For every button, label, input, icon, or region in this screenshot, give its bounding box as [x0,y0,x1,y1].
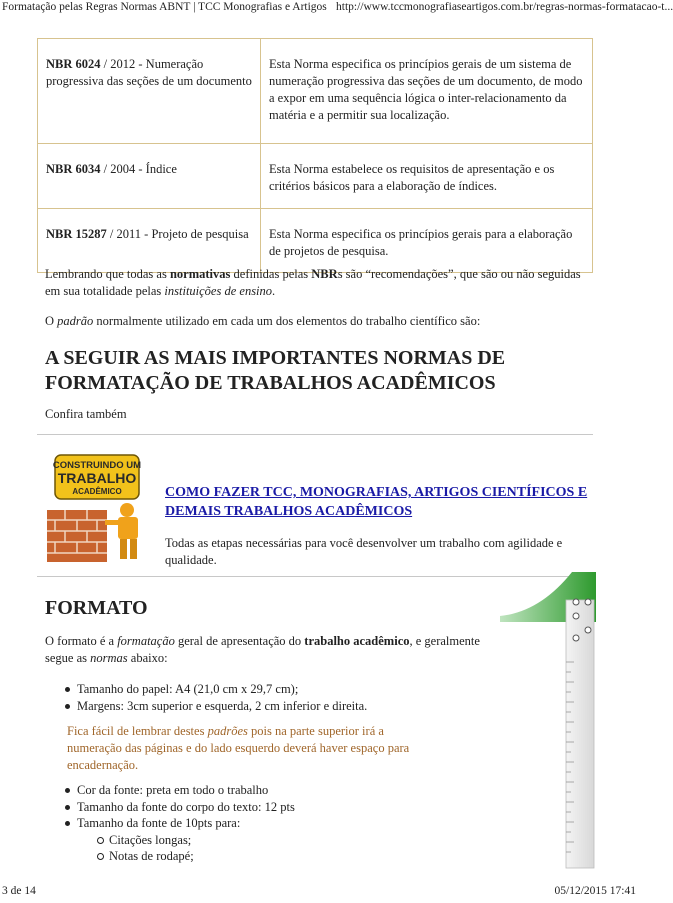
text: pois na parte superior irá a numeração das páginas e do lado esquerdo deverá haver espaço para encadernação. [67,724,410,772]
text-italic: normas [90,651,128,665]
print-header-title: Formatação pelas Regras Normas ABNT | TCC Monografias e Artigos [2,1,327,13]
text: geral de apresentação do [174,634,305,648]
text-italic: instituições de ensino [164,284,273,298]
paragraph-normativas [45,266,595,300]
text-bold: trabalho acadêmico [304,634,410,648]
norm-title: / 2012 - Numeração progressiva das seções de um documento [46,57,252,88]
text-bold: NBR [311,267,338,281]
paragraph-formato [45,633,495,667]
browser-print-header [0,0,673,18]
list-item: Margens: 3cm superior e esquerda, 2 cm inferior e direita. [77,698,497,715]
related-article-thumbnail[interactable] [45,452,159,564]
norm-title-cell [38,144,261,209]
text: O formato é a [45,634,118,648]
text-bold: normativas [169,267,231,281]
list-item [77,815,497,865]
text: , e geralmente segue as [45,634,480,665]
related-article-description: Todas as etapas necessárias para você desenvolver um trabalho com agilidade e qualidade. [165,536,563,567]
format-list-paper [45,681,497,714]
cover-line-2: TRABALHO [57,470,137,486]
brick-wall-icon [47,510,107,562]
norm-code: NBR 6034 [46,162,101,176]
format-list-font [45,782,497,865]
norm-description-cell: Esta Norma especifica os princípios gerais de um sistema de numeração progressiva das seções de um documento, de modo a expor em uma sequência lógica o inter-relacionamento da matéria e a permitir sua localização. [261,39,593,144]
divider [37,434,593,435]
list-item: Citações longas; [109,832,497,849]
list-item: Notas de rodapé; [109,848,497,865]
text: abaixo: [127,651,168,665]
browser-print-footer [0,885,638,901]
heading-principais-normas: A SEGUIR AS MAIS IMPORTANTES NORMAS DE FORMATAÇÃO DE TRABALHOS ACADÊMICOS [45,347,506,394]
page-counter: 3 de 14 [2,885,36,897]
norm-description-cell: Esta Norma especifica os princípios gerais para a elaboração de projetos de pesquisa. [261,209,593,273]
cover-line-3: ACADÊMICO [72,487,122,496]
text-italic: padrões [207,724,248,738]
text: . [272,284,276,298]
heading-formato: FORMATO [45,597,148,619]
list-item: Cor da fonte: preta em todo o trabalho [77,782,497,799]
norms-table [37,38,593,273]
text: Fica fácil de lembrar destes [67,724,208,738]
norm-title-cell [38,39,261,144]
list-item-text: Tamanho da fonte de 10pts para: [77,816,241,830]
table-row [38,209,593,273]
related-article-link[interactable]: COMO FAZER TCC, MONOGRAFIAS, ARTIGOS CIENTÍFICOS E DEMAIS TRABALHOS ACADÊMICOS [165,485,588,519]
norm-code: NBR 15287 [46,227,107,241]
text: Lembrando que todas as [45,267,170,281]
norm-code: NBR 6024 [46,57,101,71]
text: definidas pelas [230,267,312,281]
ruler-bar [566,600,594,868]
norm-title: / 2004 - Índice [100,162,177,176]
text: O [45,314,58,328]
list-item: Tamanho da fonte do corpo do texto: 12 pts [77,799,497,816]
text: normalmente utilizado em cada um dos elementos do trabalho científico são: [93,314,481,328]
norm-title: / 2011 - Projeto de pesquisa [106,227,249,241]
text-italic: formatação [117,634,175,648]
table-row [38,144,593,209]
format-sublist [77,832,497,865]
norm-description-cell: Esta Norma estabelece os requisitos de apresentação e os critérios básicos para a elaboração de índices. [261,144,593,209]
norm-title-cell [38,209,261,273]
cover-line-1: CONSTRUINDO UM [52,460,142,471]
text-italic: padrão [57,314,94,328]
see-also-label: Confira também [45,407,127,421]
print-datetime: 05/12/2015 17:41 [554,885,636,897]
table-row [38,39,593,144]
ruler-illustration [500,572,596,868]
text: s são “recomendações”, que são ou não seguidas em sua totalidade pelas [45,267,581,298]
tip-note [67,723,412,774]
list-item: Tamanho do papel: A4 (21,0 cm x 29,7 cm); [77,681,497,698]
print-header-url[interactable]: http://www.tccmonografiaseartigos.com.br/regras-normas-formatacao-t... [336,1,673,13]
paragraph-padrao [45,313,595,330]
